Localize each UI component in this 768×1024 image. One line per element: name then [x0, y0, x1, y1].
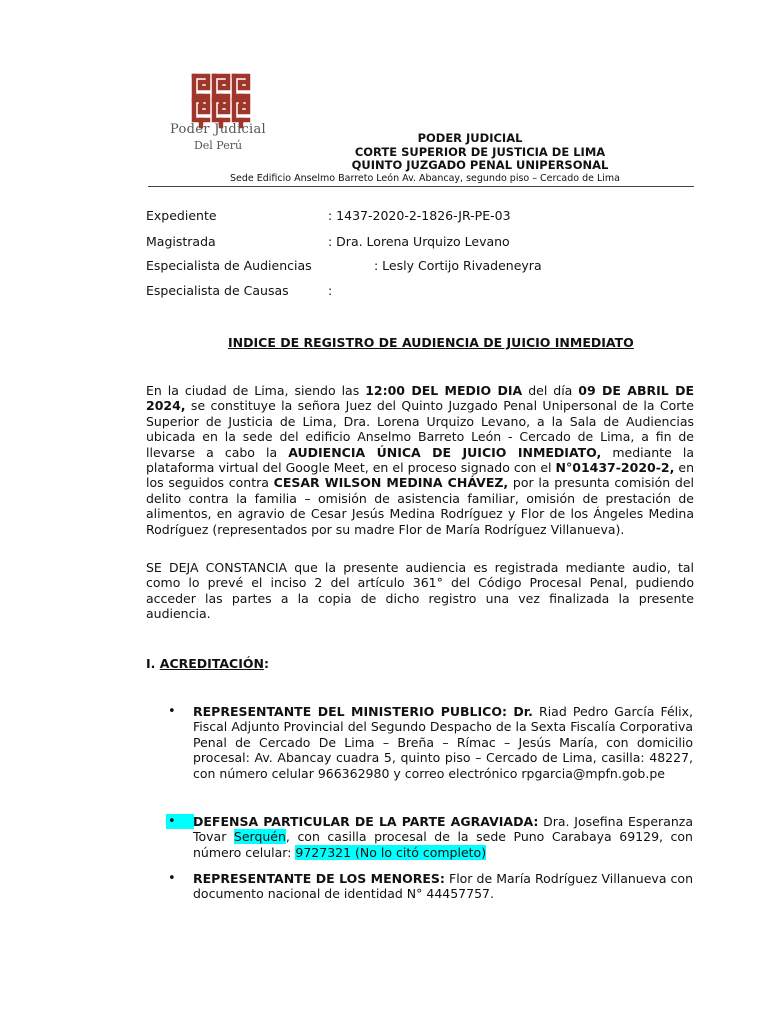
bullet-marker: •: [168, 704, 176, 719]
document-title: INDICE DE REGISTRO DE AUDIENCIA DE JUICIO INMEDIATO: [228, 335, 634, 350]
field-value-expediente: : 1437-2020-2-1826-JR-PE-03: [328, 208, 511, 223]
field-value-especialista-causas: :: [328, 283, 333, 298]
header-line-2: CORTE SUPERIOR DE JUSTICIA DE LIMA: [354, 145, 606, 159]
logo-subtitle: Del Perú: [193, 139, 243, 152]
list-item-defensa-agraviada: DEFENSA PARTICULAR DE LA PARTE AGRAVIADA: Dra. Josefina Esperanza Tovar Serquén, con casilla procesal de la sede Puno Carabaya 69129, con número celular: 9727321 (No lo citó completo): [193, 814, 693, 860]
field-label-expediente: Expediente: [146, 208, 217, 223]
section-heading-acreditacion: I. ACREDITACIÓN:: [146, 656, 269, 671]
header-line-3: QUINTO JUZGADO PENAL UNIPERSONAL: [351, 158, 609, 172]
header-line-1: PODER JUDICIAL: [417, 131, 523, 145]
field-label-magistrada: Magistrada: [146, 234, 216, 249]
header-sede: Sede Edificio Anselmo Barreto León Av. Abancay, segundo piso – Cercado de Lima: [229, 173, 621, 184]
bullet-marker: •: [166, 814, 194, 829]
list-item-ministerio-publico: REPRESENTANTE DEL MINISTERIO PUBLICO: Dr. Riad Pedro García Félix, Fiscal Adjunto Provincial del Segundo Despacho de la Sexta Fiscalía Corporativa Penal de Cercado De Lima – Breña – Rímac – Jesús María, con domicilio procesal: Av. Abancay cuadra 5, quinto piso – Cercado de Lima, casilla: 48227, con número celular 966362980 y correo electrónico rpgarcia@mpfn.gob.pe: [193, 704, 693, 781]
field-label-especialista-causas: Especialista de Causas: [146, 283, 289, 298]
paragraph-constancia: SE DEJA CONSTANCIA que la presente audiencia es registrada mediante audio, tal como lo prevé el inciso 2 del artículo 361° del Código Procesal Penal, pudiendo acceder las partes a la copia de dicho registro una vez finalizada la presente audiencia.: [146, 560, 694, 622]
field-value-magistrada: : Dra. Lorena Urquizo Levano: [328, 234, 510, 249]
paragraph-intro: En la ciudad de Lima, siendo las 12:00 DEL MEDIO DIA del día 09 DE ABRIL DE 2024, se constituye la señora Juez del Quinto Juzgado Penal Unipersonal de la Corte Superior de Justicia de Lima, Dra. Lorena Urquizo Levano, a la Sala de Audiencias ubicada en la sede del edificio Anselmo Barreto León - Cercado de Lima, a fin de llevarse a cabo la AUDIENCIA ÚNICA DE JUICIO INMEDIATO, mediante la plataforma virtual del Google Meet, en el proceso signado con el N°01437-2020-2, en los seguidos contra CESAR WILSON MEDINA CHÁVEZ, por la presunta comisión del delito contra la familia – omisión de asistencia familiar, omisión de prestación de alimentos, en agravio de Cesar Jesús Medina Rodríguez y Flor de los Ángeles Medina Rodríguez (representados por su madre Flor de María Rodríguez Villanueva).: [146, 383, 694, 537]
field-value-especialista-audiencias: : Lesly Cortijo Rivadeneyra: [374, 258, 542, 273]
logo-name: Poder Judicial: [169, 122, 267, 137]
bullet-marker: •: [168, 871, 176, 886]
list-item-representante-menores: REPRESENTANTE DE LOS MENORES: Flor de María Rodríguez Villanueva con documento nacional de identidad N° 44457757.: [193, 871, 693, 902]
header-divider: [148, 186, 694, 187]
field-label-especialista-audiencias: Especialista de Audiencias: [146, 258, 312, 273]
